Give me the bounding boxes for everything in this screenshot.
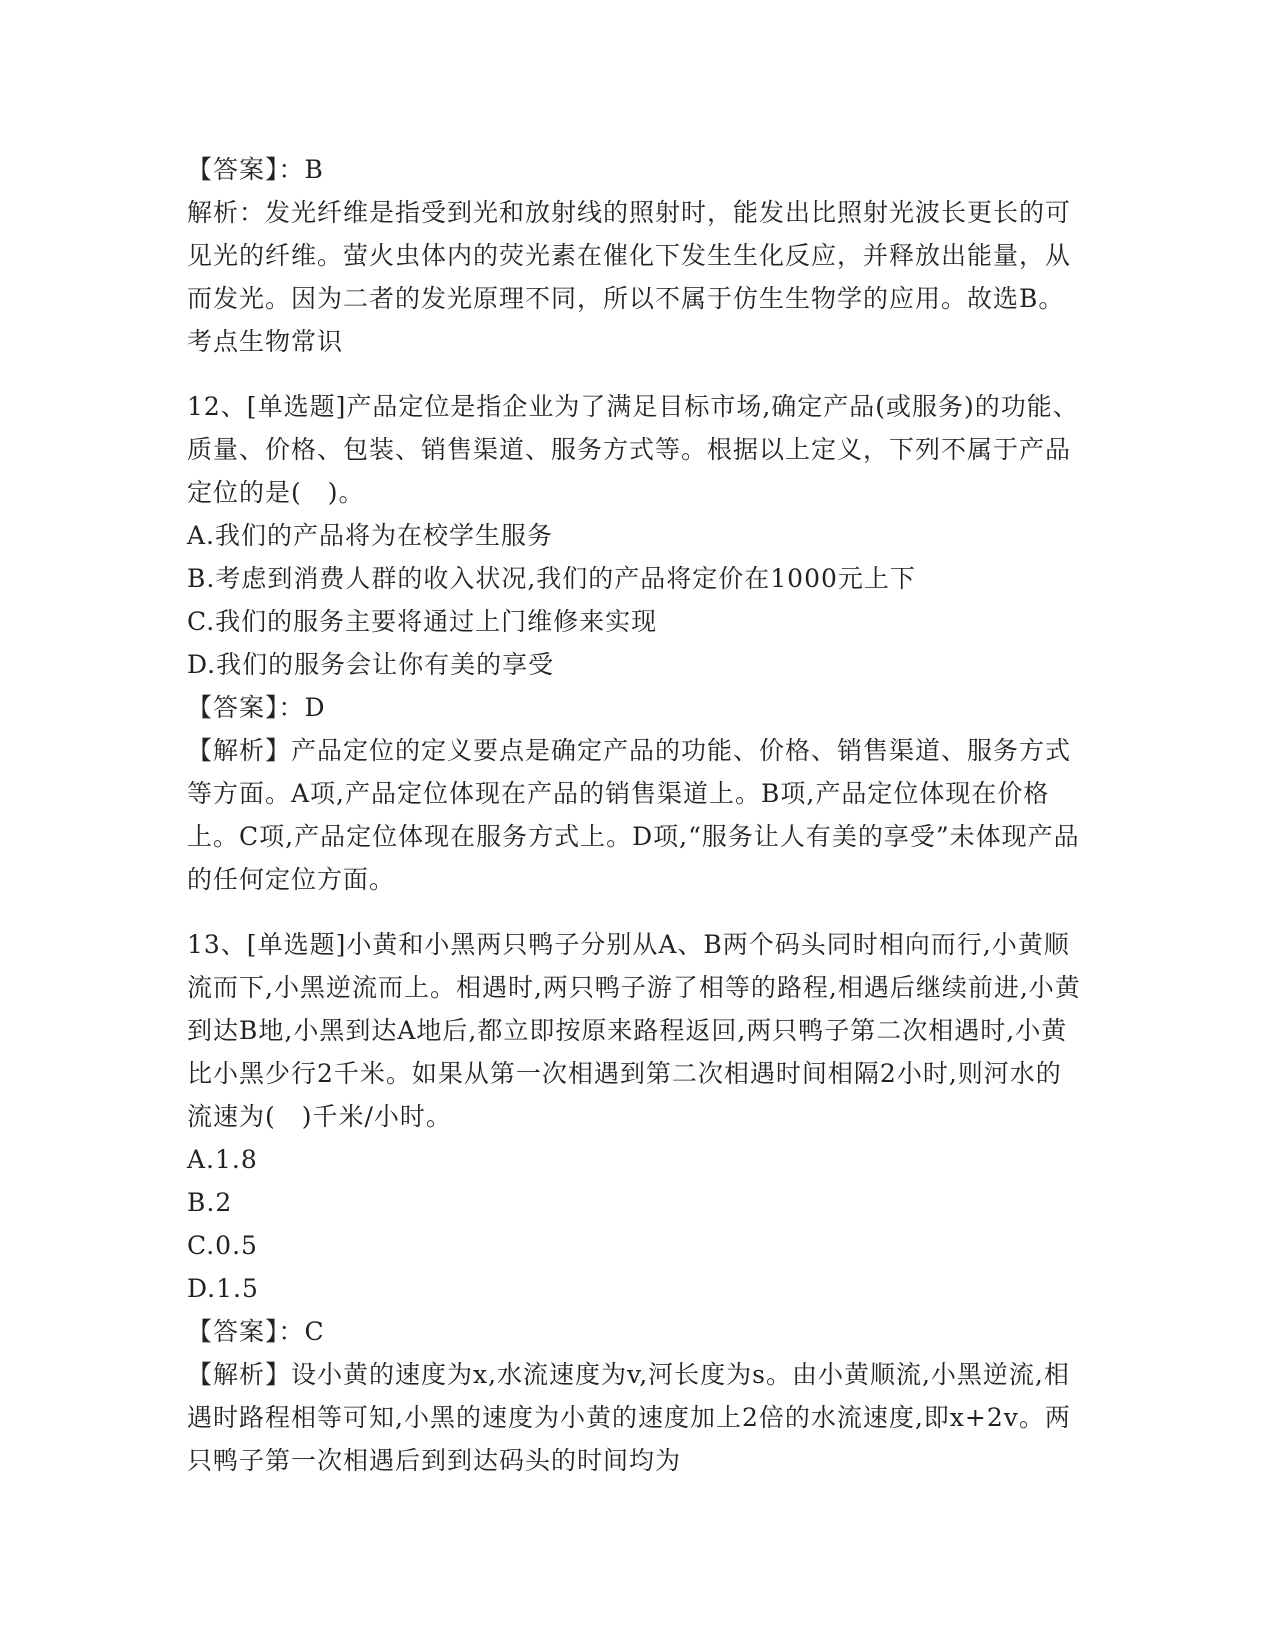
question-13-option-c: C.0.5 <box>187 1231 258 1260</box>
question-12-option-a: A.我们的产品将为在校学生服务 <box>187 521 554 550</box>
question-12-analysis: 【解析】产品定位的定义要点是确定产品的功能、价格、销售渠道、服务方式等方面。A项,产品定位体现在产品的销售渠道上。B项,产品定位体现在价格上。C项,产品定位体现在服务方式上。D项,“服务让人有美的享受”未体现产品的任何定位方面。 <box>187 736 1080 894</box>
document-content <box>187 148 1087 1482</box>
question-12-answer: 【答案】：D <box>187 693 326 722</box>
question-12-option-c: C.我们的服务主要将通过上门维修来实现 <box>187 607 658 636</box>
question-13-analysis: 【解析】设小黄的速度为x,水流速度为v,河长度为s。由小黄顺流,小黑逆流,相遇时路程相等可知,小黑的速度为小黄的速度加上2倍的水流速度,即x+2v。两只鸭子第一次相遇后到到达码头的时间均为 <box>187 1360 1071 1475</box>
question-13-option-a: A.1.8 <box>187 1145 258 1174</box>
question-13-answer: 【答案】：C <box>187 1317 325 1346</box>
question-13-stem: 13、[单选题]小黄和小黑两只鸭子分别从A、B两个码头同时相向而行,小黄顺流而下,小黑逆流而上。相遇时,两只鸭子游了相等的路程,相遇后继续前进,小黄到达B地,小黑到达A地后,都立即按原来路程返回,两只鸭子第二次相遇时,小黄比小黑少行2千米。如果从第一次相遇到第二次相遇时间相隔2小时,则河水的流速为( )千米/小时。 <box>187 930 1081 1131</box>
question-12-stem: 12、[单选题]产品定位是指企业为了满足目标市场,确定产品(或服务)的功能、质量、价格、包装、销售渠道、服务方式等。根据以上定义，下列不属于产品定位的是( )。 <box>187 392 1079 507</box>
question-13-option-b: B.2 <box>187 1188 233 1217</box>
answer-line: 【答案】：B <box>187 155 324 184</box>
question-12-option-b: B.考虑到消费人群的收入状况,我们的产品将定价在1000元上下 <box>187 564 916 593</box>
question-13-option-d: D.1.5 <box>187 1274 259 1303</box>
analysis-paragraph: 解析：发光纤维是指受到光和放射线的照射时，能发出比照射光波长更长的可见光的纤维。萤火虫体内的荧光素在催化下发生生化反应，并释放出能量，从而发光。因为二者的发光原理不同，所以不属于仿生生物学的应用。故选B。考点生物常识 <box>187 198 1072 356</box>
question-12-option-d: D.我们的服务会让你有美的享受 <box>187 650 555 679</box>
